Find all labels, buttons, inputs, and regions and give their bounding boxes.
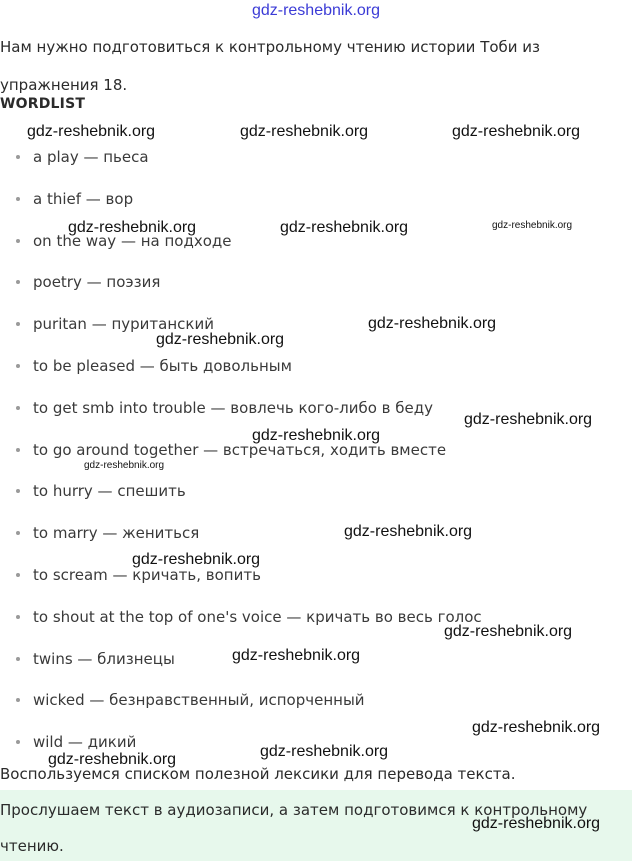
watermark: gdz-reshebnik.org xyxy=(232,647,361,664)
watermark: gdz-reshebnik.org xyxy=(68,219,197,236)
watermark: gdz-reshebnik.org xyxy=(48,751,177,768)
bullet-icon xyxy=(16,573,20,577)
watermark: gdz-reshebnik.org xyxy=(84,460,165,471)
wordlist-item: to get smb into trouble — вовлечь кого-либо в беду xyxy=(0,389,482,431)
bullet-icon xyxy=(16,406,20,410)
watermark: gdz-reshebnik.org xyxy=(132,551,261,568)
wordlist-item: to scream — кричать, вопить xyxy=(0,556,482,598)
wordlist-item: to marry — жениться xyxy=(0,514,482,556)
bullet-icon xyxy=(16,280,20,284)
bullet-icon xyxy=(16,657,20,661)
wordlist-item: to shout at the top of one's voice — кричать во весь голос xyxy=(0,598,482,640)
bullet-icon xyxy=(16,448,20,452)
bullet-icon xyxy=(16,615,20,619)
bullet-icon xyxy=(16,197,20,201)
wordlist-item: to go around together — встречаться, ходить вместе xyxy=(0,431,482,473)
watermark: gdz-reshebnik.org xyxy=(260,743,389,760)
watermark: gdz-reshebnik.org xyxy=(27,123,156,140)
watermark: gdz-reshebnik.org xyxy=(464,411,593,428)
watermark: gdz-reshebnik.org xyxy=(156,331,285,348)
watermark: gdz-reshebnik.org xyxy=(452,123,581,140)
wordlist-item: puritan — пуританский xyxy=(0,305,482,347)
wordlist-item: to hurry — спешить xyxy=(0,472,482,514)
bullet-icon xyxy=(16,364,20,368)
callout-text: Прослушаем текст в аудиозаписи, а затем подготовимся к контрольному чтению. xyxy=(0,801,588,855)
watermark: gdz-reshebnik.org xyxy=(472,815,601,832)
watermark: gdz-reshebnik.org xyxy=(368,315,497,332)
wordlist-item: poetry — поэзия xyxy=(0,263,482,305)
bullet-icon xyxy=(16,698,20,702)
bullet-icon xyxy=(16,740,20,744)
wordlist-heading: WORDLIST xyxy=(0,96,86,112)
wordlist-item: wicked — безнравственный, испорченный xyxy=(0,681,482,723)
bullet-icon xyxy=(16,155,20,159)
bullet-icon xyxy=(16,489,20,493)
wordlist-item: a thief — вор xyxy=(0,180,482,222)
wordlist-item: twins — близнецы xyxy=(0,640,482,682)
bullet-icon xyxy=(16,239,20,243)
intro-text: Нам нужно подготовиться к контрольному чтению истории Тоби из упражнения 18. xyxy=(0,38,541,94)
wordlist-item: on the way — на подходе xyxy=(0,222,482,264)
bullet-icon xyxy=(16,322,20,326)
watermark: gdz-reshebnik.org xyxy=(444,623,573,640)
wordlist-item: a play — пьеса xyxy=(0,138,482,180)
bullet-icon xyxy=(16,531,20,535)
watermark: gdz-reshebnik.org xyxy=(492,220,573,231)
watermark: gdz-reshebnik.org xyxy=(252,427,381,444)
watermark: gdz-reshebnik.org xyxy=(280,219,409,236)
watermark: gdz-reshebnik.org xyxy=(344,523,473,540)
watermark-top: gdz-reshebnik.org xyxy=(251,2,381,19)
wordlist-item: to be pleased — быть довольным xyxy=(0,347,482,389)
watermark: gdz-reshebnik.org xyxy=(472,719,601,736)
wordlist-item: wild — дикий xyxy=(0,723,482,765)
summary-text: Воспользуемся списком полезной лексики для перевода текста. xyxy=(0,765,516,783)
watermark: gdz-reshebnik.org xyxy=(240,123,369,140)
